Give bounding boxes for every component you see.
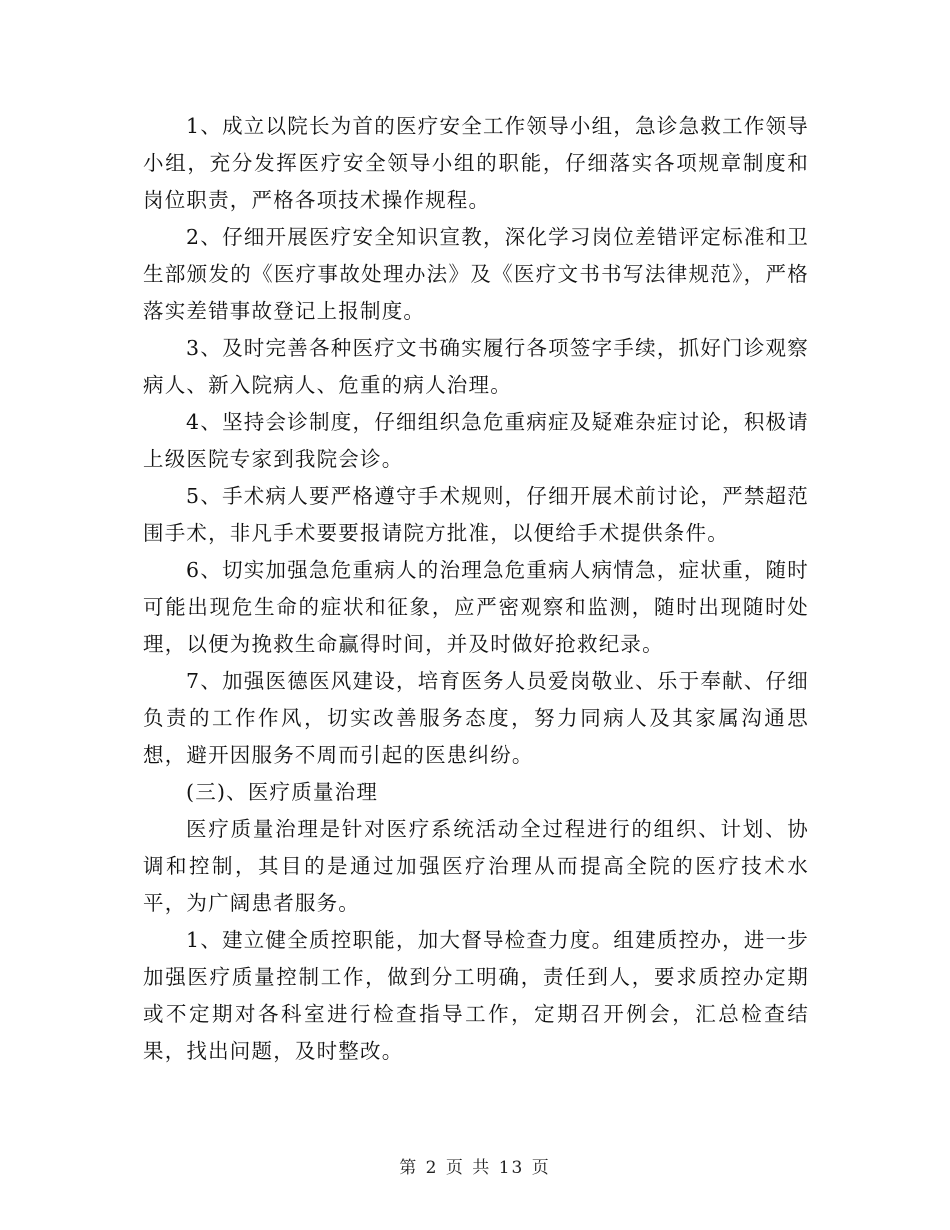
paragraph-8: 医疗质量治理是针对医疗系统活动全过程进行的组织、计划、协调和控制，其目的是通过加强医疗治理从而提高全院的医疗技术水平，为广阔患者服务。	[143, 817, 809, 915]
page-number-footer: 第 2 页 共 13 页	[399, 1158, 551, 1178]
paragraph-4: 4、坚持会诊制度，仔细组织急危重病症及疑难杂症讨论，积极请上级医院专家到我院会诊。	[143, 410, 809, 471]
paragraph-3: 3、及时完善各种医疗文书确实履行各项签字手续，抓好门诊观察病人、新入院病人、危重的病人治理。	[143, 336, 809, 397]
paragraph-7: 7、加强医德医风建设，培育医务人员爱岗敬业、乐于奉献、仔细负责的工作作风，切实改善服务态度，努力同病人及其家属沟通思想，避开因服务不周而引起的医患纠纷。	[143, 669, 809, 767]
paragraph-2: 2、仔细开展医疗安全知识宣教，深化学习岗位差错评定标准和卫生部颁发的《医疗事故处理办法》及《医疗文书书写法律规范》，严格落实差错事故登记上报制度。	[143, 225, 809, 323]
section-heading: (三)、医疗质量治理	[186, 780, 379, 804]
document-body	[143, 108, 809, 1070]
paragraph-5: 5、手术病人要严格遵守手术规则，仔细开展术前讨论，严禁超范围手术，非凡手术要要报请院方批准，以便给手术提供条件。	[143, 484, 809, 545]
paragraph-6: 6、切实加强急危重病人的治理急危重病人病情急，症状重，随时可能出现危生命的症状和征象，应严密观察和监测，随时出现随时处理，以便为挽救生命赢得时间，并及时做好抢救纪录。	[143, 558, 809, 656]
paragraph-9: 1、建立健全质控职能，加大督导检查力度。组建质控办，进一步加强医疗质量控制工作，做到分工明确，责任到人，要求质控办定期或不定期对各科室进行检查指导工作，定期召开例会，汇总检查结果，找出问题，及时整改。	[143, 928, 809, 1063]
paragraph-1: 1、成立以院长为首的医疗安全工作领导小组，急诊急救工作领导小组，充分发挥医疗安全领导小组的职能，仔细落实各项规章制度和岗位职责，严格各项技术操作规程。	[143, 114, 809, 212]
